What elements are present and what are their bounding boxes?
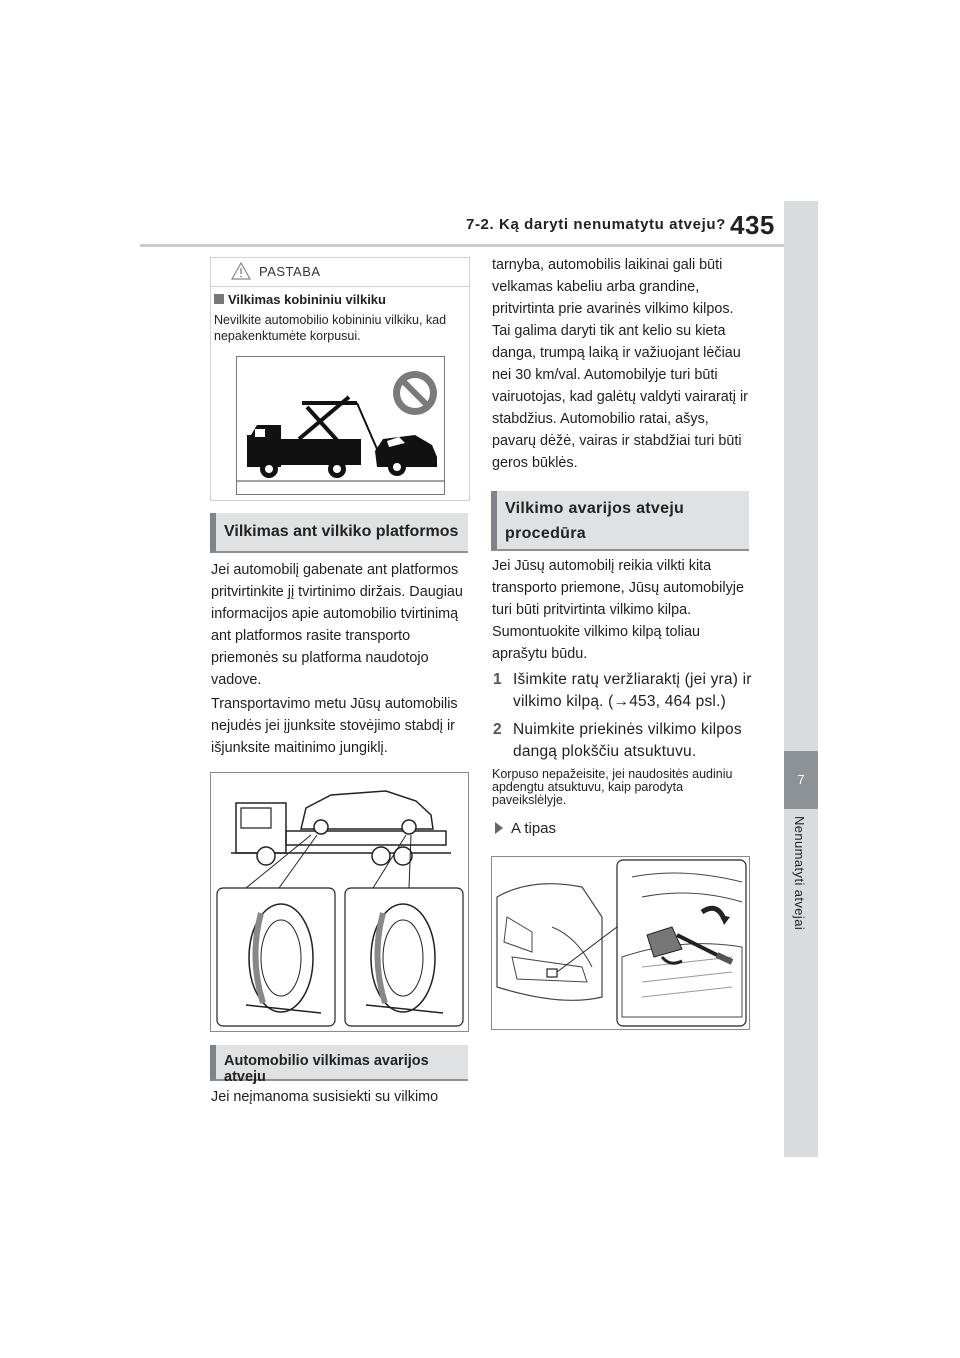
chapter-label: Nenumatyti atvejai	[792, 816, 807, 931]
bullet-square-icon	[214, 294, 224, 304]
procedure-note: Korpuso nepažeisite, jei naudositės audiniu apdengtu atsuktuvu, kaip parodyta paveikslėlyje.	[492, 767, 733, 807]
chapter-sidebar	[784, 201, 818, 1157]
notice-subheading: Vilkimas kobininiu vilkiku	[214, 292, 386, 307]
chapter-number: 7	[784, 751, 818, 809]
platform-paragraph-2: Transportavimo metu Jūsų automobilis nejudės jei įjunksite stovėjimo stabdį ir išjunksite maitinimo jungiklį.	[211, 696, 458, 756]
step-number: 2	[493, 721, 502, 738]
notice-label: PASTABA	[259, 264, 321, 279]
heading-platform-towing: Vilkimas ant vilkiko platformos	[210, 513, 468, 553]
procedure-step-1	[493, 669, 755, 713]
heading-emergency-procedure: Vilkimo avarijos atveju procedūra	[491, 491, 749, 551]
page-number: 435	[730, 210, 775, 240]
section-title: 7-2. Ką daryti nenumatytu atveju?	[466, 216, 726, 233]
notice-header	[211, 258, 469, 287]
procedure-intro: Jei Jūsų automobilį reikia vilkti kita transporto priemone, Jūsų automobilyje turi būti pritvirtinta vilkimo kilpa. Sumontuokite vilkimo kilpą toliau aprašytu būdu.	[492, 558, 744, 662]
procedure-step-2	[493, 719, 755, 763]
arrow-right-icon	[495, 822, 503, 834]
flatbed-tie-down-illustration	[210, 772, 469, 1032]
step-text: Išimkite ratų veržliaraktį (jei yra) ir vilkimo kilpą. (→453, 464 psl.)	[513, 671, 752, 710]
tow-truck-prohibited-illustration	[236, 356, 445, 495]
emergency-tow-paragraph-start: Jei neįmanoma susisiekti su vilkimo	[211, 1089, 439, 1105]
platform-paragraph-1: Jei automobilį gabenate ant platformos pritvirtinkite jį tvirtinimo diržais. Daugiau informacijos apie automobilio tvirtinimą ant platformos rasite transporto priemonės su platforma naudotojo vadove.	[211, 562, 463, 688]
header-rule	[140, 244, 785, 247]
step-number: 1	[493, 671, 502, 688]
step-text: Nuimkite priekinės vilkimo kilpos dangą plokščiu atsuktuvu.	[513, 721, 742, 760]
heading-emergency-towing: Automobilio vilkimas avarijos atveju	[210, 1045, 468, 1081]
notice-box	[210, 257, 470, 501]
tow-hook-cover-removal-illustration	[491, 856, 750, 1030]
notice-text: Nevilkite automobilio kobininiu vilkiku, kad nepakenktumėte korpusui.	[214, 313, 447, 343]
warning-triangle-icon	[231, 262, 251, 280]
emergency-tow-paragraph-continued: tarnyba, automobilis laikinai gali būti velkamas kabeliu arba grandine, pritvirtinta prie avarinės vilkimo kilpos. Tai galima daryti tik ant kelio su kieta danga, trumpą laiką ir važiuojant lėčiau nei 30 km/val. Automobilyje turi būti vairuotojas, kad galėtų valdyti vairaratį ir stabdžius. Automobilio ratai, ašys, pavarų dėžė, vairas ir stabdžiai turi būti geros būklės.	[492, 257, 748, 471]
type-a-label: A tipas	[495, 820, 556, 837]
